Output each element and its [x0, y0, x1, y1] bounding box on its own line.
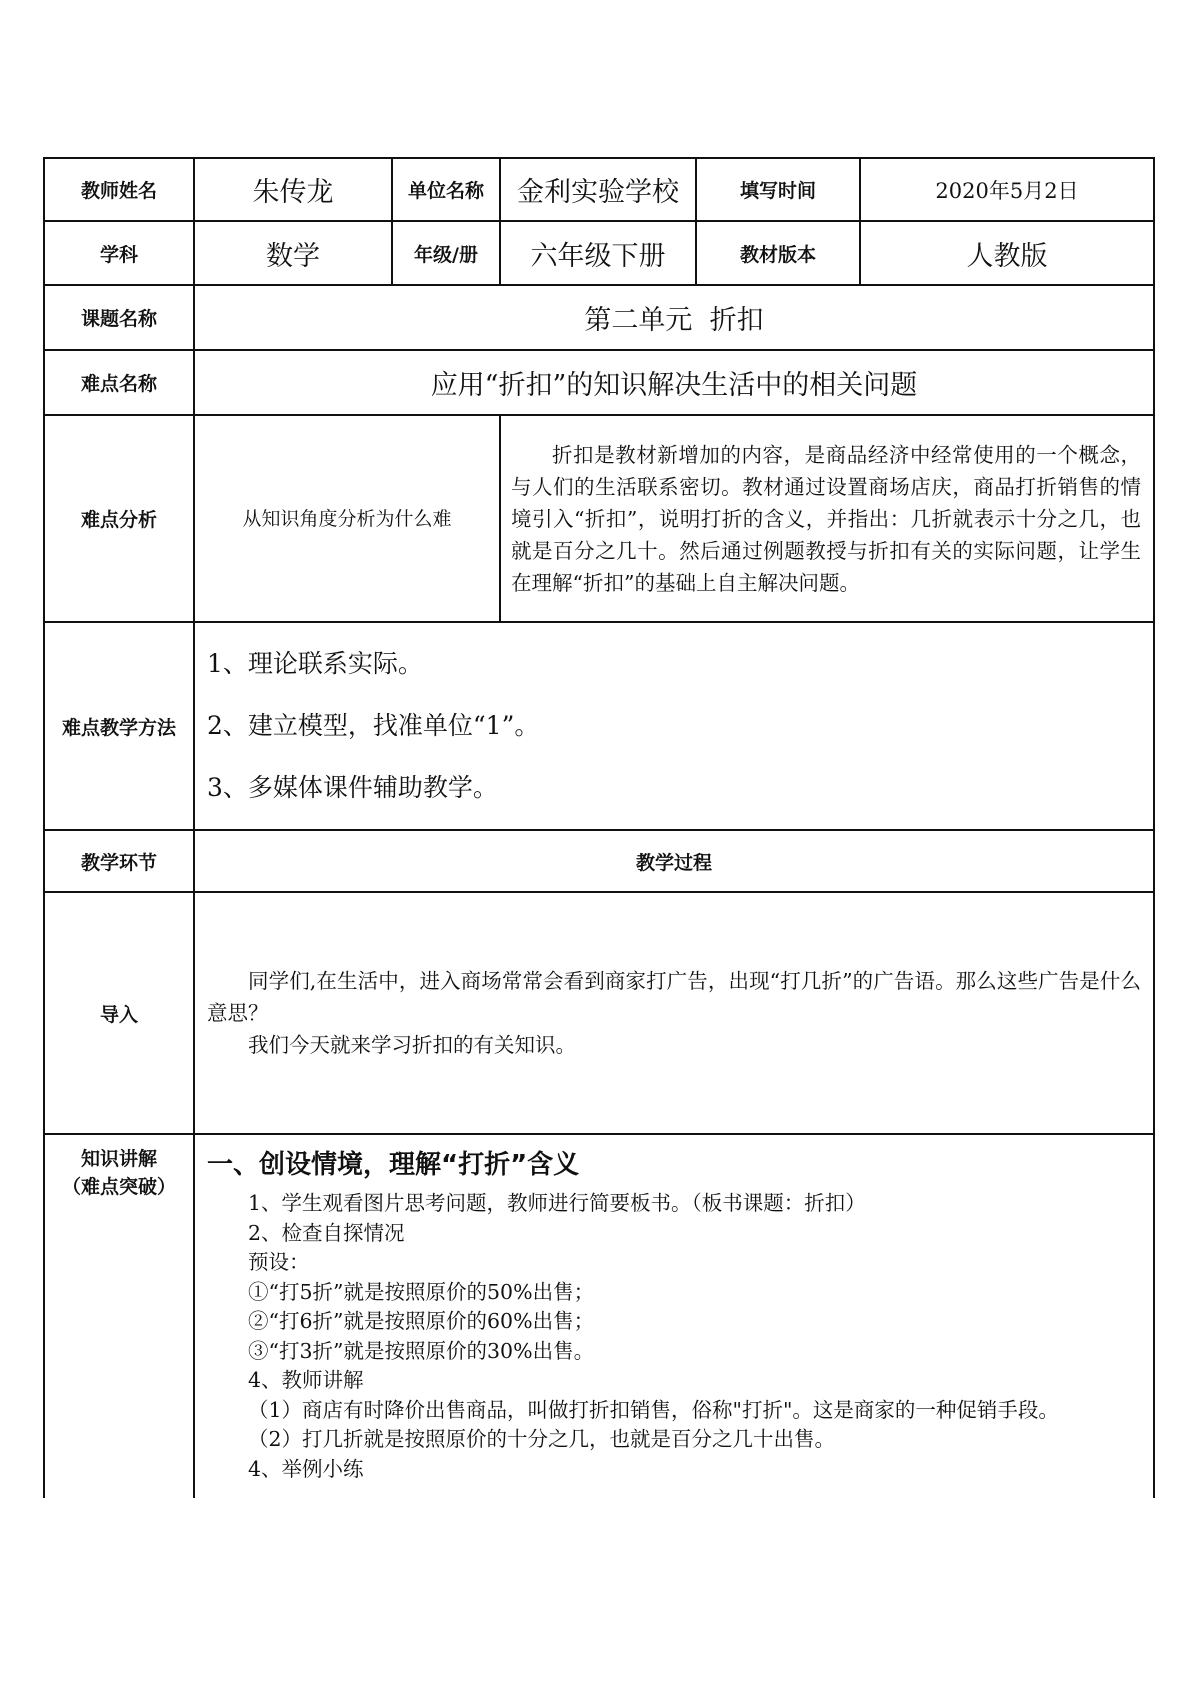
unit-value: 金利实验学校 [500, 158, 696, 221]
topic-value: 第二单元 折扣 [194, 285, 1154, 350]
methods-list [194, 622, 1154, 830]
analysis-text-cell [500, 415, 1154, 622]
process-stage-header: 教学环节 [44, 830, 194, 892]
knowledge-label-line: （难点突破） [61, 1176, 176, 1198]
date-label: 填写时间 [696, 158, 860, 221]
methods-row [44, 622, 1154, 830]
analysis-sub-label: 从知识角度分析为什么难 [194, 415, 500, 622]
knowledge-line: 1、学生观看图片思考问题，教师进行简要板书。（板书课题：折扣） [248, 1191, 866, 1215]
knowledge-label-line: 知识讲解 [80, 1148, 157, 1170]
edition-label: 教材版本 [696, 221, 860, 285]
intro-content [194, 892, 1154, 1134]
analysis-row [44, 415, 1154, 622]
topic-row [44, 285, 1154, 350]
difficulty-value: 应用“折扣”的知识解决生活中的相关问题 [194, 350, 1154, 415]
methods-label: 难点教学方法 [44, 622, 194, 830]
method-item: 2、建立模型，找准单位“1”。 [207, 711, 540, 740]
knowledge-label [44, 1134, 194, 1498]
subject-value: 数学 [194, 221, 392, 285]
grade-value: 六年级下册 [500, 221, 696, 285]
method-item: 1、理论联系实际。 [207, 649, 423, 678]
intro-paragraph: 我们今天就来学习折扣的有关知识。 [248, 1033, 576, 1057]
process-content-header: 教学过程 [194, 830, 1154, 892]
subject-label: 学科 [44, 221, 194, 285]
teacher-value: 朱传龙 [194, 158, 392, 221]
teacher-label: 教师姓名 [44, 158, 194, 221]
intro-label: 导入 [44, 892, 194, 1134]
method-item: 3、多媒体课件辅助教学。 [207, 773, 498, 802]
info-row-1 [44, 158, 1154, 221]
info-row-2 [44, 221, 1154, 285]
intro-paragraph: 同学们,在生活中，进入商场常常会看到商家打广告，出现“打几折”的广告语。那么这些广告是什么意思？ [207, 969, 1141, 1025]
unit-label: 单位名称 [392, 158, 500, 221]
intro-row [44, 892, 1154, 1134]
knowledge-line: ②“打6折”就是按照原价的60%出售； [248, 1309, 595, 1333]
knowledge-line: （1）商店有时降价出售商品，叫做打折扣销售，俗称"打折"。这是商家的一种促销手段。 [248, 1397, 1059, 1422]
analysis-label: 难点分析 [44, 415, 194, 622]
analysis-text: 折扣是教材新增加的内容，是商品经济中经常使用的一个概念，与人们的生活联系密切。教材通过设置商场店庆，商品打折销售的情境引入“折扣”，说明打折的含义，并指出：几折就表示十分之几，也就是百分之几十。然后通过例题教授与折扣有关的实际问题，让学生在理解“折扣”的基础上自主解决问题。 [511, 442, 1141, 595]
topic-label: 课题名称 [44, 285, 194, 350]
knowledge-line: 预设： [248, 1250, 310, 1274]
grade-label: 年级/册 [392, 221, 500, 285]
knowledge-content [194, 1134, 1154, 1498]
knowledge-line: 4、举例小练 [248, 1456, 364, 1481]
knowledge-line: 4、教师讲解 [248, 1368, 364, 1392]
knowledge-line: （2）打几折就是按照原价的十分之几，也就是百分之几十出售。 [248, 1427, 836, 1451]
edition-value: 人教版 [860, 221, 1154, 285]
knowledge-line: ①“打5折”就是按照原价的50%出售； [248, 1279, 595, 1304]
knowledge-row [44, 1134, 1154, 1498]
knowledge-line: 2、检查自探情况 [248, 1220, 405, 1245]
lesson-plan-table [43, 157, 1155, 1498]
process-header-row [44, 830, 1154, 892]
difficulty-label: 难点名称 [44, 350, 194, 415]
knowledge-heading: 一、创设情境，理解“打折”含义 [207, 1150, 580, 1180]
date-value: 2020年5月2日 [860, 158, 1154, 221]
difficulty-row [44, 350, 1154, 415]
knowledge-line: ③“打3折”就是按照原价的30%出售。 [248, 1338, 595, 1363]
